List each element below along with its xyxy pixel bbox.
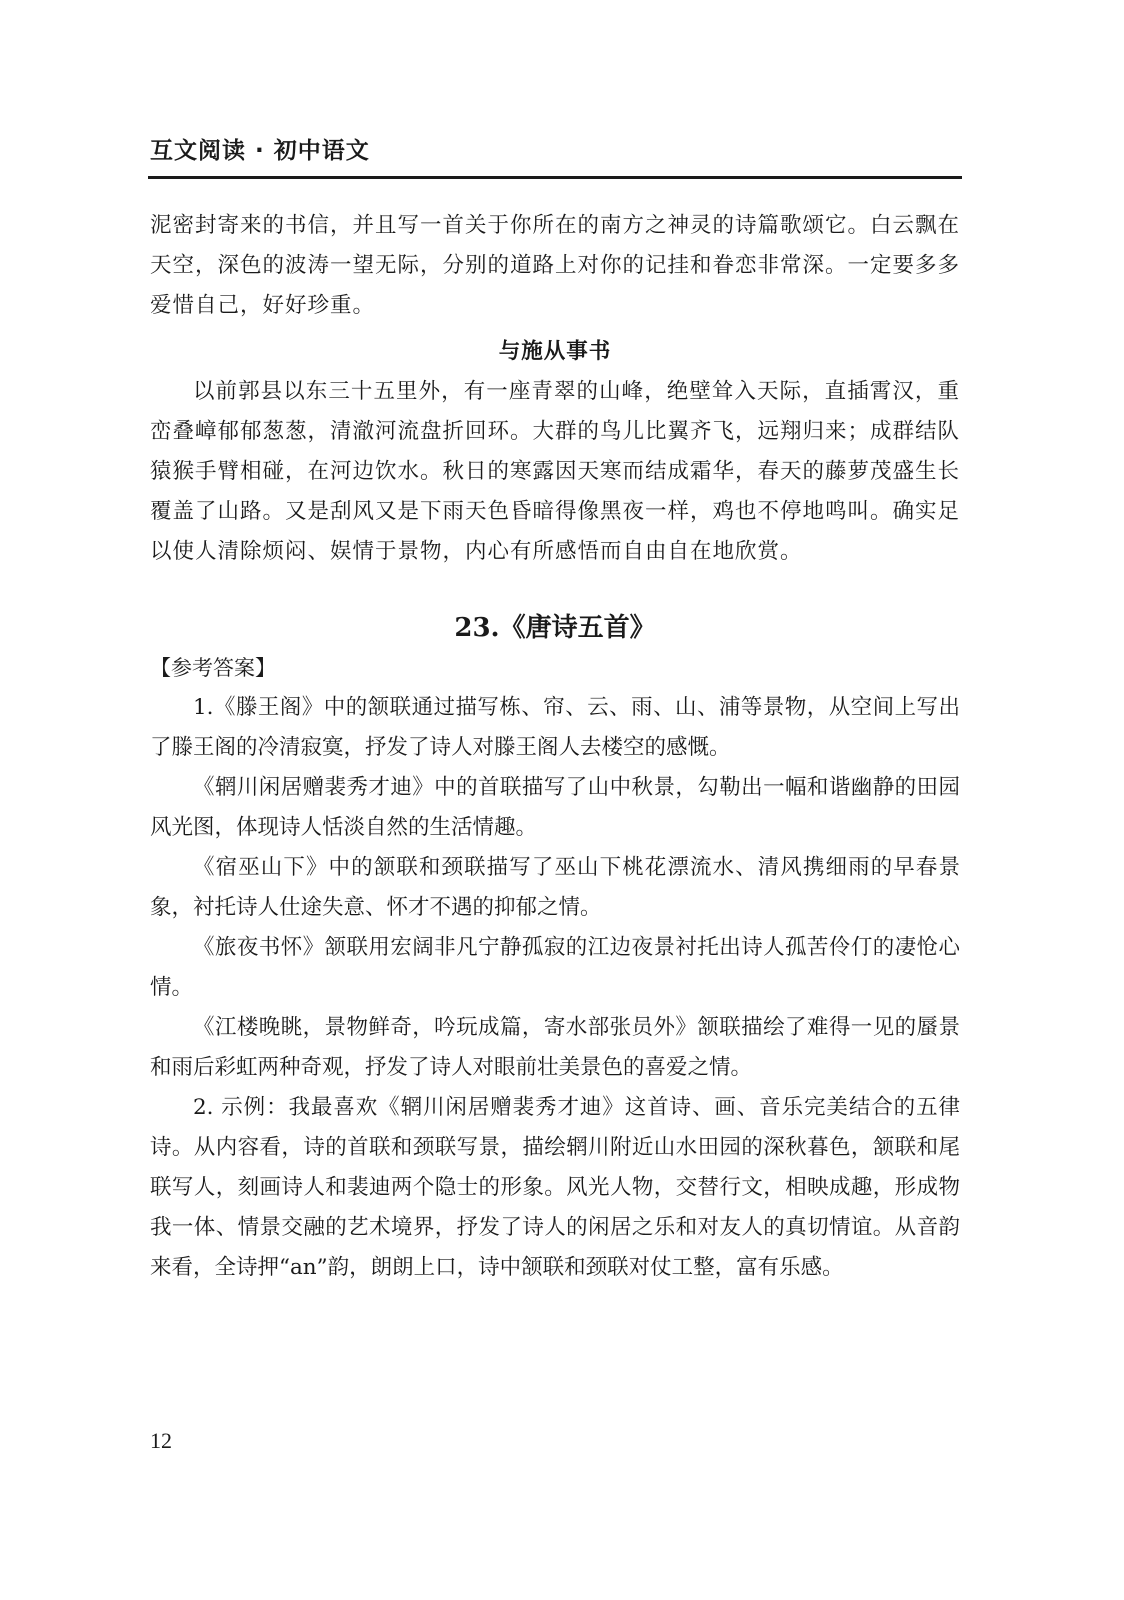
answer-paragraph: 《旅夜书怀》颔联用宏阔非凡宁静孤寂的江边夜景衬托出诗人孤苦伶仃的凄怆心情。 [150,935,960,1000]
answer-label: 【参考答案】 [150,656,276,680]
answer-paragraph: 《宿巫山下》中的颔联和颈联描写了巫山下桃花漂流水、清风携细雨的早春景象，衬托诗人仕途失意、怀才不遇的抑郁之情。 [150,855,960,920]
header-divider [148,176,962,179]
running-header-title: 互文阅读 · 初中语文 [150,138,370,164]
answer-paragraph: 2. 示例：我最喜欢《辋川闲居赠裴秀才迪》这首诗、画、音乐完美结合的五律诗。从内容看，诗的首联和颈联写景，描绘辋川附近山水田园的深秋暮色，颔联和尾联写人，刻画诗人和裴迪两个隐士的形象。风光人物，交替行文，相映成趣，形成物我一体、情景交融的艺术境界，抒发了诗人的闲居之乐和对友人的真切情谊。从音韵来看，全诗押“an”韵，朗朗上口，诗中颔联和颈联对仗工整，富有乐感。 [150,1095,960,1280]
letter-title: 与施从事书 [498,339,612,364]
answer-paragraph: 1.《滕王阁》中的颔联通过描写栋、帘、云、雨、山、浦等景物，从空间上写出了滕王阁的冷清寂寞，抒发了诗人对滕王阁人去楼空的感慨。 [150,695,960,760]
section-title: 23.《唐诗五首》 [454,613,656,643]
page-number: 12 [150,1428,172,1453]
letter-paragraph: 以前郭县以东三十五里外，有一座青翠的山峰，绝壁耸入天际，直插霄汉，重峦叠嶂郁郁葱葱，清澈河流盘折回环。大群的鸟儿比翼齐飞，远翔归来；成群结队猿猴手臂相碰，在河边饮水。秋日的寒露因天寒而结成霜华，春天的藤萝茂盛生长覆盖了山路。又是刮风又是下雨天色昏暗得像黑夜一样，鸡也不停地鸣叫。确实足以使人清除烦闷、娱情于景物，内心有所感悟而自由自在地欣赏。 [150,379,961,564]
translation-paragraph: 泥密封寄来的书信，并且写一首关于你所在的南方之神灵的诗篇歌颂它。白云飘在天空，深色的波涛一望无际，分别的道路上对你的记挂和眷恋非常深。一定要多多爱惜自己，好好珍重。 [150,213,961,318]
answer-paragraph: 《江楼晚眺，景物鲜奇，吟玩成篇，寄水部张员外》颔联描绘了难得一见的蜃景和雨后彩虹两种奇观，抒发了诗人对眼前壮美景色的喜爱之情。 [150,1015,960,1080]
answer-paragraph: 《辋川闲居赠裴秀才迪》中的首联描写了山中秋景，勾勒出一幅和谐幽静的田园风光图，体现诗人恬淡自然的生活情趣。 [150,775,960,840]
letter-body [150,372,960,572]
page-body [150,206,960,1288]
answer-list [150,688,960,1288]
translation-continued [150,206,960,326]
